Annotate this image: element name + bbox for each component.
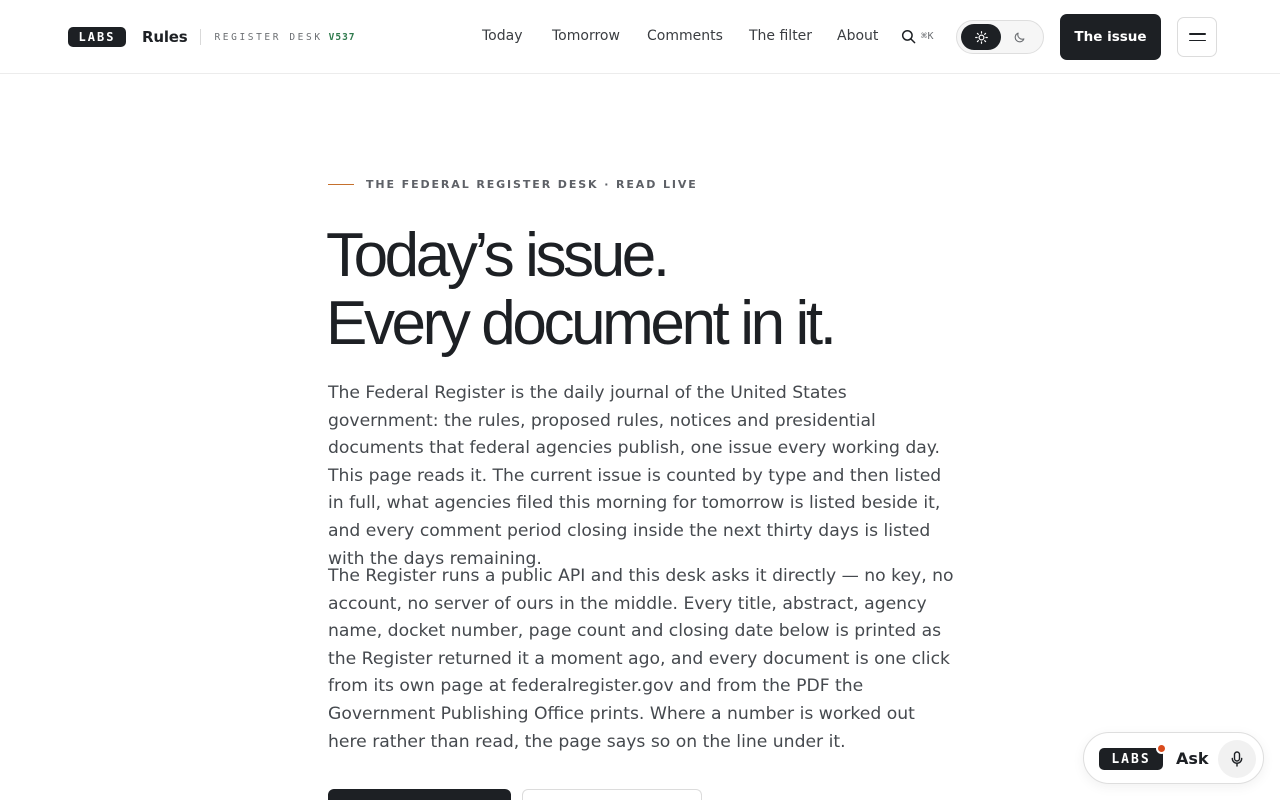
secondary-cta-button[interactable] (522, 789, 702, 800)
ask-widget[interactable] (1083, 732, 1264, 784)
page-title (326, 222, 1026, 358)
dark-mode-option[interactable] (1000, 24, 1040, 50)
divider (200, 29, 201, 45)
ask-logo-text: LABS (1111, 751, 1151, 767)
version-badge: V537 (328, 31, 356, 43)
moon-icon (1014, 31, 1026, 43)
menu-button[interactable] (1177, 17, 1217, 57)
top-navigation-bar (0, 0, 1280, 74)
search-shortcut: ⌘K (921, 31, 935, 42)
headline-line-1: Today’s issue. (326, 221, 667, 290)
api-paragraph: The Register runs a public API and this desk asks it directly — no key, no account, no server of ours in the middle. Every title, abstract, agency name, docket number, page count and closing date below is printed as the Register returned it a moment ago, and every document is one click from its own page at federalregister.gov and from the PDF the Government Publishing Office prints. Where a number is worked out here rather than read, the page says so on the line under it. (328, 566, 954, 752)
nav-link-today[interactable]: Today (482, 28, 523, 44)
desk-label: REGISTER DESK (214, 31, 323, 43)
nav-link-comments[interactable]: Comments (647, 28, 723, 44)
eyebrow-text: THE FEDERAL REGISTER DESK · READ LIVE (366, 178, 698, 191)
microphone-icon (1230, 751, 1244, 767)
theme-toggle[interactable] (956, 20, 1044, 54)
product-name[interactable]: Rules (142, 28, 188, 46)
microphone-button[interactable] (1218, 740, 1256, 778)
logo-text: LABS (78, 30, 116, 44)
sun-icon (975, 31, 988, 44)
intro-paragraph: The Federal Register is the daily journal of the United States government: the rules, proposed rules, notices and presidential documents that federal agencies publish, one issue every working day. This page reads it. The current issue is counted by type and then listed in full, what agencies filed this morning for tomorrow is listed beside it, and every comment period closing inside the next thirty days is listed with the days remaining. (328, 383, 942, 569)
labs-logo[interactable] (68, 27, 126, 47)
notification-dot (1156, 743, 1167, 754)
hamburger-icon (1189, 33, 1206, 35)
ask-label[interactable]: Ask (1176, 749, 1209, 768)
nav-link-the-filter[interactable]: The filter (749, 28, 813, 44)
brand[interactable] (68, 27, 356, 47)
the-issue-button[interactable]: The issue (1060, 14, 1161, 60)
headline-line-2: Every document in it. (326, 289, 834, 358)
eyebrow (328, 178, 698, 191)
hamburger-icon-line (1189, 40, 1206, 42)
nav-link-about[interactable]: About (837, 28, 879, 44)
search-icon (901, 29, 916, 44)
primary-cta-button[interactable] (328, 789, 511, 800)
ask-labs-logo (1099, 748, 1163, 770)
light-mode-option[interactable] (961, 24, 1001, 50)
eyebrow-rule (328, 184, 354, 186)
search-button[interactable] (901, 29, 934, 44)
nav-link-tomorrow[interactable]: Tomorrow (552, 28, 620, 44)
